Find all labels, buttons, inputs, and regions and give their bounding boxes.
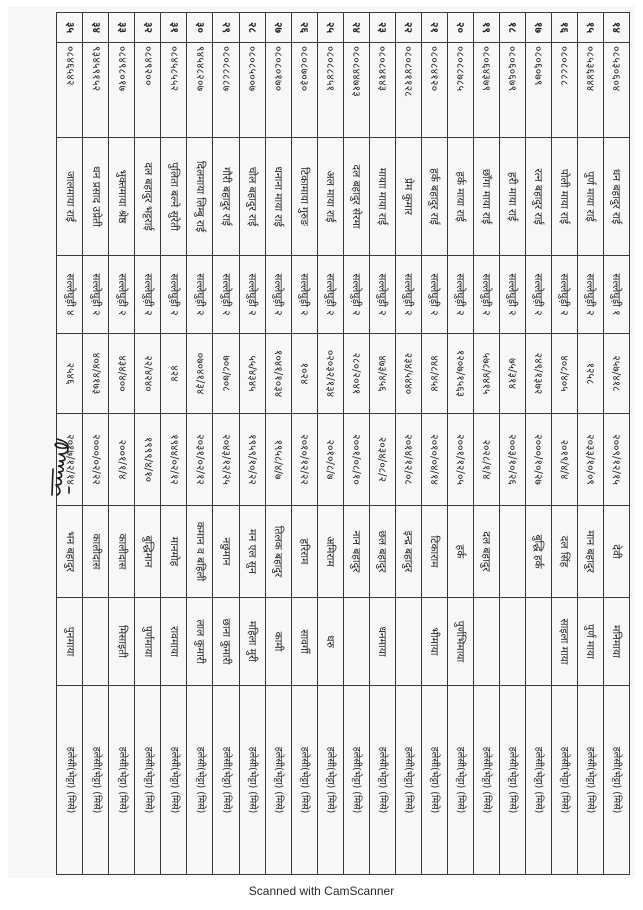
birth-date-cell: २००१/१/४ (109, 414, 135, 506)
spouse-name-cell: महिला मुरी (239, 598, 265, 686)
table-row (395, 13, 421, 875)
citizen-id-cell: ०८०८४११२८ (395, 43, 421, 138)
ward-address-cell: सल्लेघुड़ी २ (213, 256, 239, 334)
table-row (239, 13, 265, 875)
person-name-cell: धन प्रसाद उप्रेती (83, 138, 109, 256)
person-name-cell: पोली माया राई (551, 138, 577, 256)
record-number-cell: १०४१/१०३४ (265, 334, 291, 414)
birth-date-cell: २००९/१२/१५ (603, 414, 629, 506)
father-name-cell: मान बहादुर (577, 506, 603, 598)
spouse-name-cell: साइला माया (551, 598, 577, 686)
record-number-cell: ७०८/७०८ (213, 334, 239, 414)
birth-date-cell: २०३१/०२/१२ (187, 414, 213, 506)
birth-date-cell: २०१७/१२/१४ (57, 414, 83, 506)
record-number-cell: ४३४/४०० (109, 334, 135, 414)
person-name-cell: मायाा माया राई (369, 138, 395, 256)
table-row (213, 13, 239, 875)
citizen-id-cell: ०८०८८८८७ (213, 43, 239, 138)
serial-number-cell: १४ (603, 13, 629, 43)
ward-address-cell: सल्लेघुड़ी २ (447, 256, 473, 334)
serial-number-cell: २७ (265, 13, 291, 43)
father-name-cell: टिकाराम (421, 506, 447, 598)
father-name-cell: कालीदास (83, 506, 109, 598)
ward-address-cell: सल्लेघुड़ी २ (343, 256, 369, 334)
person-name-cell: पुर्ण माया राई (577, 138, 603, 256)
citizen-id-cell: ०८५३६४४४ (577, 43, 603, 138)
person-name-cell: छाँगा माया राई (473, 138, 499, 256)
father-name-cell: देवी (603, 506, 629, 598)
birth-date-cell: २०००/०२/२२ (83, 414, 109, 506)
father-name-cell: हरिराम (291, 506, 317, 598)
serial-number-cell: १७ (525, 13, 551, 43)
birth-date-cell: २०१०/१२/२२ (291, 414, 317, 506)
person-name-cell: चोल बहादुर राई (239, 138, 265, 256)
office-code-cell: हलेसी(भेट्टा) (मिसे) (499, 686, 525, 875)
father-name-cell (499, 506, 525, 598)
spouse-name-cell: धनमाया (369, 598, 395, 686)
citizen-id-cell: ०८४९२०० (135, 43, 161, 138)
citizen-id-cell: ०८०८८४५१ (317, 43, 343, 138)
table-row (577, 13, 603, 875)
office-code-cell: हलेसी(भेट्टा) (मिसे) (551, 686, 577, 875)
table-row (499, 13, 525, 875)
birth-date-cell: १९५८/४/७ (265, 414, 291, 506)
table-row (109, 13, 135, 875)
office-code-cell: हलेसी(भेट्टा) (मिसे) (603, 686, 629, 875)
office-code-cell: हलेसी(भेट्टा) (मिसे) (109, 686, 135, 875)
serial-number-cell: २८ (239, 13, 265, 43)
serial-number-cell: ३५ (57, 13, 83, 43)
person-name-cell: दल बहादुर सेरमा (343, 138, 369, 256)
office-code-cell: हलेसी(भेट्टा) (मिसे) (135, 686, 161, 875)
birth-date-cell: २०४३/१२/२५ (213, 414, 239, 506)
ward-address-cell: सल्लेघुड़ी २ (499, 256, 525, 334)
serial-number-cell: १५ (577, 13, 603, 43)
record-number-cell: १२५८ (577, 334, 603, 414)
record-number-cell: १२०७/१५६३ (447, 334, 473, 414)
father-name-cell: दल बहादुर (473, 506, 499, 598)
citizen-id-cell: ०८५३०६०४ (603, 43, 629, 138)
ward-address-cell: सल्लेघुड़ी २ (135, 256, 161, 334)
serial-number-cell: १६ (551, 13, 577, 43)
record-number-cell: ४४८/४५४ (421, 334, 447, 414)
spouse-name-cell (343, 598, 369, 686)
table-row (265, 13, 291, 875)
office-code-cell: हलेसी(भेट्टा) (मिसे) (265, 686, 291, 875)
citizen-id-cell: ०८०८७०३० (291, 43, 317, 138)
person-name-cell: दल बहादुर भट्टराई (135, 138, 161, 256)
record-number-cell: ५७८/४४१५ (473, 334, 499, 414)
father-name-cell: इन्द्र बहादुर (395, 506, 421, 598)
person-name-cell: धनाना माया राई (265, 138, 291, 256)
office-code-cell: हलेसी(भेट्टा) (मिसे) (369, 686, 395, 875)
father-name-cell: कमान व बहिली (187, 506, 213, 598)
record-number-cell: ०२०३२/१३४ (317, 334, 343, 414)
serial-number-cell: २० (447, 13, 473, 43)
table-row (473, 13, 499, 875)
ward-address-cell: सल्लेघुड़ी २ (551, 256, 577, 334)
spouse-name-cell (395, 598, 421, 686)
office-code-cell: हलेसी(भेट्टा) (मिसे) (83, 686, 109, 875)
record-number-cell: ०७०४१/३४ (187, 334, 213, 414)
table-row (369, 13, 395, 875)
spouse-name-cell: कामी (265, 598, 291, 686)
table-row (135, 13, 161, 875)
serial-number-cell: २६ (291, 13, 317, 43)
record-number-cell: २५७/४१८ (603, 334, 629, 414)
ward-address-cell: सल्लेघुड़ी १ (603, 256, 629, 334)
ward-address-cell: सल्लेघुड़ी ४ (57, 256, 83, 334)
person-name-cell: भुक्तमाया श्रेष्ठ (109, 138, 135, 256)
record-number-cell: २८०/२०४१ (343, 334, 369, 414)
serial-number-cell: १९ (473, 13, 499, 43)
citizen-id-cell: ०८०८८८८ (551, 43, 577, 138)
spouse-name-cell: रावमाया (161, 598, 187, 686)
record-number-cell: ७५/३१४ (499, 334, 525, 414)
scanner-watermark: Scanned with CamScanner (248, 884, 395, 898)
spouse-name-cell: लाल कुमारी (187, 598, 213, 686)
record-number-cell: ४२४ (161, 334, 187, 414)
serial-number-cell: ३३ (109, 13, 135, 43)
table-row (317, 13, 343, 875)
citizen-id-cell: ९४५४८२०७ (187, 43, 213, 138)
father-name-cell: नान बहादुर (343, 506, 369, 598)
ward-address-cell: सल्लेघुड़ी २ (317, 256, 343, 334)
birth-date-cell: २००१/०८/१० (343, 414, 369, 506)
ward-address-cell: सल्लेघुड़ी २ (473, 256, 499, 334)
table-row (161, 13, 187, 875)
record-number-cell: २३४/५४४० (395, 334, 421, 414)
ward-address-cell: सल्लेघुड़ी २ (291, 256, 317, 334)
person-name-cell: प्रेम कुमार (395, 138, 421, 256)
citizen-id-cell: ०८०६०७९ (525, 43, 551, 138)
birth-date-cell: २०००/१०/२७ (525, 414, 551, 506)
birth-date-cell: २०१०/८/७ (317, 414, 343, 506)
serial-number-cell: २२ (395, 13, 421, 43)
citizen-id-cell: ०८०६०६७९ (499, 43, 525, 138)
office-code-cell: हलेसी(भेट्टा) (मिसे) (317, 686, 343, 875)
father-name-cell: कालीदास (109, 506, 135, 598)
record-number-cell: ४०४/४१७३ (83, 334, 109, 414)
father-name-cell: भन बहादुर (57, 506, 83, 598)
office-code-cell: हलेसी(भेट्टा) (मिसे) (187, 686, 213, 875)
ward-address-cell: सल्लेघुड़ी २ (395, 256, 421, 334)
spouse-name-cell: मनिमाया (603, 598, 629, 686)
office-code-cell: हलेसी(भेट्टा) (मिसे) (525, 686, 551, 875)
spouse-name-cell: पुर्ण माया (577, 598, 603, 686)
spouse-name-cell: धरु (317, 598, 343, 686)
person-name-cell: दिलमाया लिम्बु राई (187, 138, 213, 256)
spouse-name-cell: मिसाइती (109, 598, 135, 686)
table-row (83, 13, 109, 875)
spouse-name-cell (83, 598, 109, 686)
spouse-name-cell (473, 598, 499, 686)
office-code-cell: हलेसी(भेट्टा) (मिसे) (291, 686, 317, 875)
person-name-cell: धन बहादुर राई (603, 138, 629, 256)
person-name-cell: पुलिता बल्ने सुरेती (161, 138, 187, 256)
serial-number-cell: ३१ (161, 13, 187, 43)
birth-date-cell: २०३४/०८/२ (369, 414, 395, 506)
table-row (525, 13, 551, 875)
ward-address-cell: सल्लेघुड़ी २ (161, 256, 187, 334)
serial-number-cell: २३ (369, 13, 395, 43)
serial-number-cell: १८ (499, 13, 525, 43)
person-name-cell: हर्क माया राई (447, 138, 473, 256)
father-name-cell: हर्क (447, 506, 473, 598)
birth-date-cell: २०३३/१०/०९ (577, 414, 603, 506)
citizen-id-cell: ०८०८५००७ (239, 43, 265, 138)
birth-date-cell: २०१९/४/४ (551, 414, 577, 506)
birth-date-cell: २००३/१०/२६ (499, 414, 525, 506)
person-name-cell: टिकामाया गुरुङ (291, 138, 317, 256)
person-name-cell: जालमाया राई (57, 138, 83, 256)
office-code-cell: हलेसी(भेट्टा) (मिसे) (161, 686, 187, 875)
person-name-cell: हरी माया राई (499, 138, 525, 256)
father-name-cell: दल सिंह (551, 506, 577, 598)
ward-address-cell: सल्लेघुड़ी २ (369, 256, 395, 334)
person-name-cell: हर्क बहादुर राई (421, 138, 447, 256)
person-name-cell: अल माया राई (317, 138, 343, 256)
ward-address-cell: सल्लेघुड़ी २ (525, 256, 551, 334)
citizen-id-cell: ०८४६५४२ (57, 43, 83, 138)
citizen-id-cell: ०८०६४३७९ (473, 43, 499, 138)
citizen-id-cell: ०८०८०१७० (265, 43, 291, 138)
person-name-cell: रत्न बहादुर राई (525, 138, 551, 256)
table-row (603, 13, 629, 875)
record-number-cell: ४७३/४५६ (369, 334, 395, 414)
scanned-page (8, 6, 635, 878)
register-body (57, 13, 630, 875)
spouse-name-cell: छाना कुमारी (213, 598, 239, 686)
record-number-cell: २५४६ (57, 334, 83, 414)
record-number-cell: ४०८/४०५ (551, 334, 577, 414)
signature (47, 435, 77, 507)
father-name-cell: बुद्धि हर्क (525, 506, 551, 598)
birth-date-cell: १९५९/१०/२२ (239, 414, 265, 506)
citizen-id-cell: ०८०८४१२० (421, 43, 447, 138)
birth-date-cell: १९९९/४/१० (135, 414, 161, 506)
serial-number-cell: २५ (317, 13, 343, 43)
birth-date-cell: १९४४/०२/१२ (161, 414, 187, 506)
table-row (551, 13, 577, 875)
spouse-name-cell (499, 598, 525, 686)
citizen-id-cell: ९३४५९१५२ (83, 43, 109, 138)
ward-address-cell: सल्लेघुड़ी २ (109, 256, 135, 334)
office-code-cell: हलेसी(भेट्टा) (मिसे) (395, 686, 421, 875)
birth-date-cell: २००१/१२/०५ (447, 414, 473, 506)
table-row (291, 13, 317, 875)
serial-number-cell: ३२ (135, 13, 161, 43)
office-code-cell: हलेसी(भेट्टा) (मिसे) (57, 686, 83, 875)
serial-number-cell: ३० (187, 13, 213, 43)
ward-address-cell: सल्लेघुड़ी २ (187, 256, 213, 334)
serial-number-cell: २१ (421, 13, 447, 43)
table-row (343, 13, 369, 875)
citizen-id-cell: ०८०८४४७१३ (343, 43, 369, 138)
spouse-name-cell: भीमाया (421, 598, 447, 686)
record-number-cell: १०२४ (291, 334, 317, 414)
father-name-cell: बुद्धिमान (135, 506, 161, 598)
ward-address-cell: सल्लेघुड़ी २ (265, 256, 291, 334)
father-name-cell: छल बहादुर (369, 506, 395, 598)
office-code-cell: हलेसी(भेट्टा) (मिसे) (421, 686, 447, 875)
birth-date-cell: २०२८/१/४ (473, 414, 499, 506)
spouse-name-cell: सावर्गी (291, 598, 317, 686)
spouse-name-cell (525, 598, 551, 686)
office-code-cell: हलेसी(भेट्टा) (मिसे) (239, 686, 265, 875)
ward-address-cell: सल्लेघुड़ी २ (577, 256, 603, 334)
father-name-cell: मन एल सुन (239, 506, 265, 598)
table-row (447, 13, 473, 875)
father-name-cell: अमिराम (317, 506, 343, 598)
ward-address-cell: सल्लेघुड़ी २ (83, 256, 109, 334)
father-name-cell: नछुमान (213, 506, 239, 598)
spouse-name-cell: पुर्णभिमाया (447, 598, 473, 686)
father-name-cell: मानमोह (161, 506, 187, 598)
table-row (421, 13, 447, 875)
record-number-cell: २४९/१३७२ (525, 334, 551, 414)
office-code-cell: हलेसी(भेट्टा) (मिसे) (213, 686, 239, 875)
register-table-rotated (56, 12, 630, 874)
office-code-cell: हलेसी(भेट्टा) (मिसे) (473, 686, 499, 875)
spouse-name-cell: पुर्णमाया (135, 598, 161, 686)
citizen-id-cell: ०८४५८५५२ (161, 43, 187, 138)
serial-number-cell: ३४ (83, 13, 109, 43)
ward-address-cell: सल्लेघुड़ी २ (239, 256, 265, 334)
person-name-cell: गौरी बहादुर राई (213, 138, 239, 256)
ward-address-cell: सल्लेघुड़ी २ (421, 256, 447, 334)
birth-date-cell: २०१०/०४/१४ (421, 414, 447, 506)
table-row (187, 13, 213, 875)
register-table (56, 12, 630, 875)
birth-date-cell: २०१४/१२/०८ (395, 414, 421, 506)
father-name-cell: तिलक बहादुर (265, 506, 291, 598)
office-code-cell: हलेसी(भेट्टा) (मिसे) (577, 686, 603, 875)
serial-number-cell: २९ (213, 13, 239, 43)
citizen-id-cell: ०८०८४१४३ (369, 43, 395, 138)
office-code-cell: हलेसी(भेट्टा) (मिसे) (447, 686, 473, 875)
citizen-id-cell: ०८४९८०१७ (109, 43, 135, 138)
office-code-cell: हलेसी(भेट्टा) (मिसे) (343, 686, 369, 875)
record-number-cell: ५५/४३४५ (239, 334, 265, 414)
record-number-cell: २२/४२४० (135, 334, 161, 414)
spouse-name-cell: पुनमाया (57, 598, 83, 686)
serial-number-cell: २४ (343, 13, 369, 43)
citizen-id-cell: ०८०८८७८५ (447, 43, 473, 138)
